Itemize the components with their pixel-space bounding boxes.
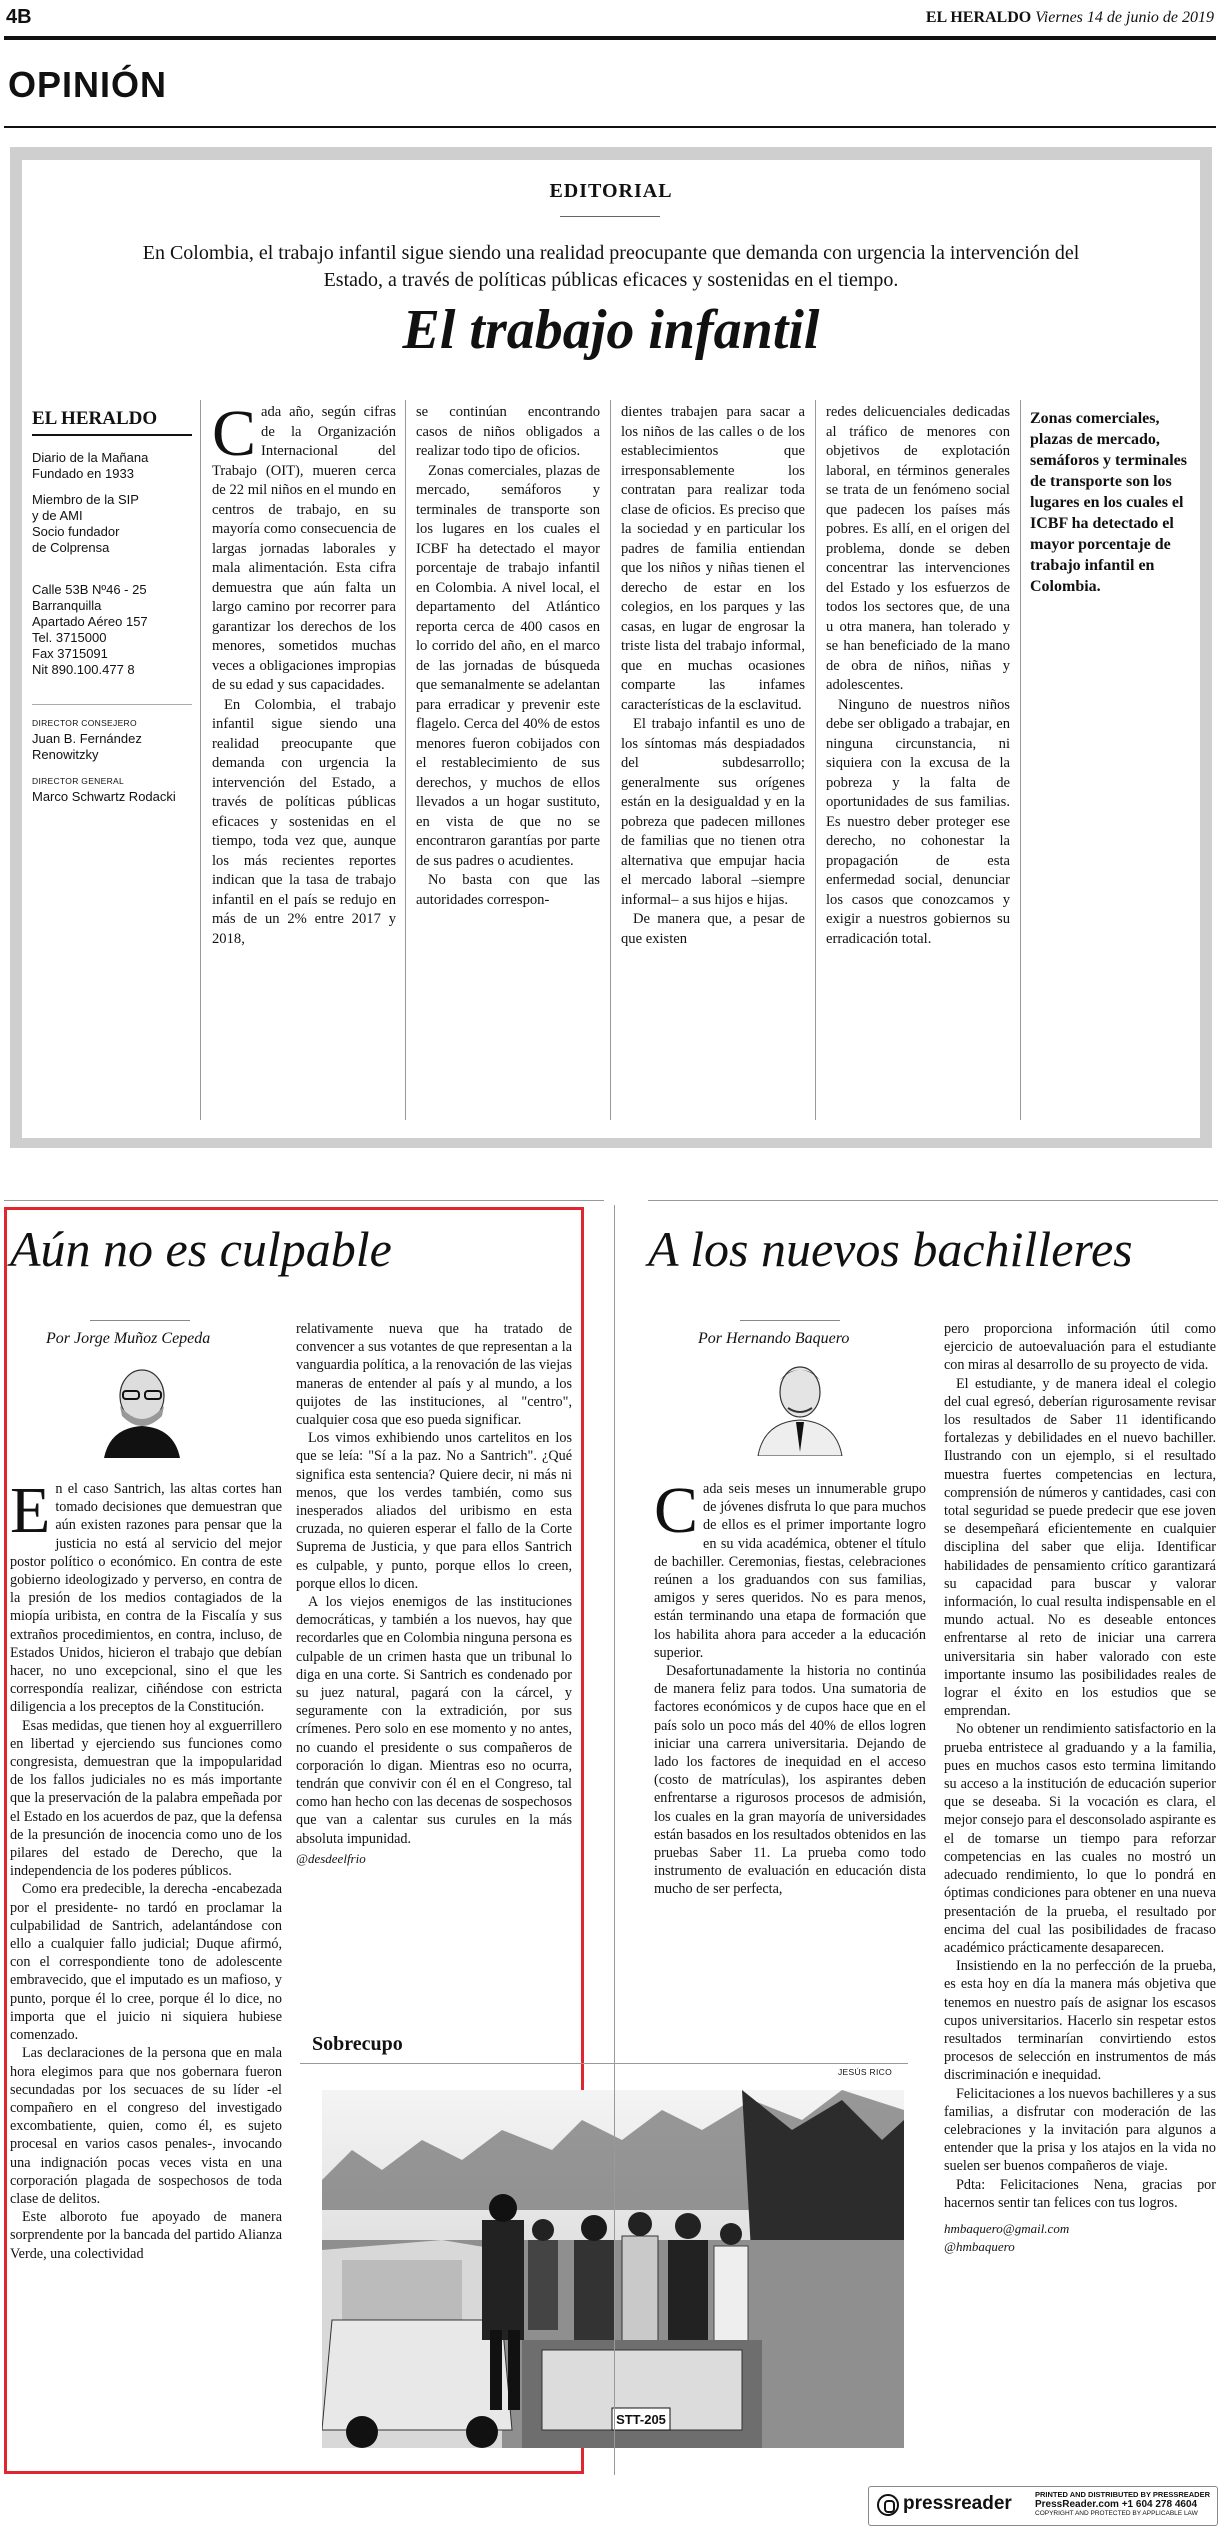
pressreader-logo-icon [877, 2494, 899, 2516]
column-divider [815, 400, 816, 1120]
byline-rule [740, 1320, 840, 1321]
paragraph: Ninguno de nuestros niños debe ser obligado a trabajar, en ninguna circunstancia, ni siquiera con la excusa de la pobreza y la falta de oportunidades de sus familias. Es nuestro deber proteger ese derecho, no cohonestar la propagación de esta enfermedad social, denunciar los casos que conozcamos y exigir a nuestros gobiernos su erradicación total. [826, 696, 1010, 947]
author-portrait [752, 1356, 848, 1456]
paragraph: redes delicuenciales dedicadas al tráfico de menores con objetivos de explotación laboral, en términos generales se trata de un fenómeno social que padecen los países más pobres. Es allí, en el origen del problema, donde se deben concentrar las intervenciones del Estado y los esfuerzos de todos los sectores que, de una u otra manera, han tolerado y se han beneficiado de la mano de obra de niños, niñas y adolescentes. [826, 404, 1010, 693]
paragraph: Las declaraciones de la persona que en mala hora elegimos para que nos gobernara fueron secundadas por los secuaces de su líder -el compañero en el congreso del investigado excombatiente, quien, como él, es sujeto procesal en varios casos penales-, invocando una indignación pocas veces vista en una corporación plagada de sospechosos de toda clase de delitos. [10, 2045, 282, 2207]
license-plate: STT-205 [616, 2412, 666, 2427]
left-article-title: Aún no es culpable [10, 1221, 392, 1277]
paragraph: Esas medidas, que tienen hoy al exguerrillero en libertad y ejerciendo sus funciones como congresista, demuestran que la impopularidad de los fallos judiciales no es más importante que la preservación de la palabra empeñada por el Estado en los acuerdos de paz, que la defensa de la presunción de inocencia como uno de los pilares del estado de Derecho, que la independencia de los poderes públicos. [10, 1717, 282, 1880]
paragraph: Desafortunadamente la historia no continúa de manera feliz para todos. Una sumatoria de factores económicos y de cupos hace que en el país solo un poco más del 40% de ellos logren iniciar una carrera universitaria. Dejando de lado los factores de inequidad en el acceso (costo de matrículas), los aspirantes deben enfrentarse a rigurosos procesos de admisión, los cuales en la gran mayoría de universidades están basados en los resultados obtenidos en las pruebas Saber 11. La prueba como todo instrumento de evaluación en educación dista mucho de ser perfecta, [654, 1663, 926, 1898]
paragraph: relativamente nueva que ha tratado de convencer a sus votantes de que representan a la vanguardia política, a la renovación de las viejas maneras de entender al país y al mundo, a los quijotes de las instituciones, al "centro", cualquier cosa que eso pueda significar. [296, 1321, 572, 1429]
editorial-kicker: EDITORIAL [549, 180, 673, 202]
address-line: Calle 53B Nº46 - 25 [32, 582, 147, 597]
right-article-title: A los nuevos bachilleres [648, 1221, 1133, 1277]
masthead-name: EL HERALDO [32, 408, 192, 436]
address-line: Nit 890.100.477 8 [32, 662, 135, 677]
paragraph: Pdta: Felicitaciones Nena, gracias por hacernos sentir tan felices con tus logros. [944, 2176, 1216, 2211]
column-divider [610, 400, 611, 1120]
right-byline: Por Hernando Baquero [698, 1330, 850, 1347]
address-line: Tel. 3715000 [32, 630, 107, 645]
editorial-column-2 [416, 403, 600, 910]
masthead-line: de Colprensa [32, 540, 110, 555]
paragraph: De manera que, a pesar de que existen [621, 911, 805, 947]
address-line: Barranquilla [32, 598, 102, 613]
paragraph: Felicitaciones a los nuevos bachilleres y a sus familias, a disfrutar con moderación de las celebraciones y la invitación para algunos a entender que la prisa y los atajos en la vida no suelen ser buenos compañeros de viaje. [944, 2085, 1216, 2175]
address-line: Apartado Aéreo 157 [32, 614, 148, 629]
paragraph: Los vimos exhibiendo unos cartelitos en los que se leía: "Sí a la paz. No a Santrich". ¿Qué significa esta sentencia? Quiere decir, ni más ni menos, que los verdes también, como sus inesperados aliados del uribismo en esta cruzada, no quieren esperar el fallo de la Corte Suprema de Justicia, y que para ellos Santrich es culpable, y punto, porque ellos lo creen, porque ellos lo dicen. [296, 1430, 572, 1592]
masthead-person: Juan B. Fernández Renowitzky [32, 731, 142, 762]
paragraph: El estudiante, y de manera ideal el colegio del cual egresó, deberían rigurosamente revisar los resultados de Saber 11 identificando fortalezas y debilidades en el nuevo bachiller. Ilustrando con un ejemplo, si el resultado muestra fuertes competencias en lectura, comprensión de números y cantidades, casi con total seguridad se puede predecir que ese joven se desempeñará eficientemente en cualquier disciplina del saber que elija. Identificar habilidades de pensamiento crítico garantizará su capacidad para buscar y valorar información, lo cual resulta indispensable en el mundo actual. No es deseable entonces enfrentarse al reto de iniciar una carrera universitaria sin haber valorado con este importante insumo las posibilidades reales de lograr el éxito en los estudios que se emprendan. [944, 1375, 1216, 1720]
paragraph: Zonas comerciales, plazas de mercado, semáforos y terminales de transporte son los lugares en los cuales el ICBF ha detectado el mayor porcentaje de trabajo infantil en Colombia. A nivel local, el departamento del Atlántico reporta cerca de 400 casos en lo corrido del año, en el marco de las jornadas de búsqueda que semanalmente se adelantan para erradicar y prevenir este flagelo. Cerca del 40% de estos menores fueron cobijados con el restablecimiento de sus derechos, y muchos de ellos llevados a un hogar sustituto, en vista de que no se encontraron garantías por parte de sus padres o acudientes. [416, 462, 600, 869]
top-rule [648, 1200, 1218, 1201]
pressreader-badge[interactable] [868, 2486, 1218, 2526]
byline-rule [90, 1320, 190, 1321]
kicker-rule [560, 216, 660, 217]
masthead-line: Fundado en 1933 [32, 466, 134, 481]
header-meta [926, 9, 1214, 27]
paragraph: ada seis meses un innumerable grupo de jóvenes disfruta lo que para muchos de ellos es el primer importante logro en su vida académica, obtener el título de bachiller. Ceremonias, fiestas, celebraciones reúnen a los graduandos con sus familias, amigos y seres queridos. No es para menos, están terminando una etapa de formación que los habilita ahora para acceder a la educación superior. [654, 1481, 926, 1661]
column-divider [614, 1205, 615, 2475]
right-column-1 [654, 1474, 926, 1899]
editorial-title: El trabajo infantil [402, 299, 820, 361]
paper-name: EL HERALDO [925, 9, 1032, 26]
masthead-role: DIRECTOR CONSEJERO [32, 718, 137, 728]
masthead-line: Socio fundador [32, 524, 120, 539]
masthead-line: Diario de la Mañana [32, 450, 149, 465]
left-column-2 [296, 1320, 572, 1868]
dropcap: C [212, 397, 257, 470]
right-column-2 [944, 1320, 1216, 2256]
section-rule [4, 126, 1216, 128]
masthead-line: y de AMI [32, 508, 83, 523]
paragraph: se continúan encontrando casos de niños obligados a realizar todo tipo de oficios. [416, 404, 600, 459]
left-byline: Por Jorge Muñoz Cepeda [46, 1330, 211, 1347]
editorial-column-3 [621, 403, 805, 949]
masthead-role: DIRECTOR GENERAL [32, 776, 125, 786]
author-twitter[interactable]: @desdeelfrio [296, 1850, 366, 1866]
footer-line: COPYRIGHT AND PROTECTED BY APPLICABLE LAW [1035, 2510, 1198, 2517]
dropcap: C [654, 1474, 699, 1547]
masthead [32, 408, 192, 805]
author-portrait [92, 1358, 192, 1458]
masthead-person: Marco Schwartz Rodacki [32, 789, 176, 804]
paragraph: A los viejos enemigos de las instituciones democráticas, y también a los nuevos, hay que recordarles que en Colombia ninguna persona es culpable de un crimen hasta que un tribunal lo diga en una corte. Si Santrich es condenado por su juez natural, pagará con la cárcel, y seguramente con la extradición, por sus crímenes. Pero solo en ese momento y no antes, no cuando el presidente o sus compañeros de corporación lo digan. Mientras eso no ocurra, tendrán que convivir con él en el Congreso, tal como han hecho con las decenas de sospechosos que van a calentar sus curules en la más absoluta impunidad. [296, 1594, 572, 1847]
address-line: Fax 3715091 [32, 646, 108, 661]
paragraph: dientes trabajen para sacar a los niños de las calles o de los establecimientos que irresponsablemente los contratan para realizar toda clase de oficios. Es preciso que la sociedad y en particular los padres de familia entiendan que los niños y niñas tienen el derecho de estar en los colegios, en los parques y las casas, en lugar de engrosar la triste lista del trabajo informal, que en muchas ocasiones comparte las infames características de la esclavitud. [621, 404, 805, 713]
news-photo [322, 2090, 904, 2448]
section-title: OPINIÓN [8, 64, 168, 105]
author-email[interactable]: hmbaquero@gmail.com [944, 2220, 1070, 2236]
pullquote: Zonas comerciales, plazas de mercado, semáforos y terminales de transporte son los lugares en los cuales el ICBF ha detectado el mayor porcentaje de trabajo infantil en Colombia. [1030, 410, 1187, 595]
photo-title: Sobrecupo [312, 2033, 403, 2055]
photo-rule [300, 2063, 908, 2064]
paragraph: pero proporciona información útil como ejercicio de autoevaluación para el estudiante con miras al desarrollo de su proyecto de vida. [944, 1321, 1216, 1374]
paragraph: No basta con que las autoridades correspon- [416, 872, 600, 908]
paragraph: No obtener un rendimiento satisfactorio en la prueba entristece al graduando y a la familia, pues en muchos casos esto termina limitando su acceso a la institución de educación superior que se deseaba. Si la vocación es clara, el mejor consejo para el desconsolado aspirante es el de tomarse un tiempo para reforzar competencias en las cuales no mostró un adecuado rendimiento, lo que lo pondrá en óptimas condiciones para obtener en una nueva presentación de la prueba, el resultado por encima del cual las posibilidades de fracaso académico prácticamente desaparecen. [944, 1721, 1216, 1956]
dropcap: E [10, 1474, 51, 1547]
photo-credit: JESÚS RICO [838, 2067, 893, 2077]
paragraph: ada año, según cifras de la Organización Internacional del Trabajo (OIT), mueren cerca de 22 mil niños en el mundo en centros de trabajo, en su mayoría como consecuencia de largas jornadas laborales y mala alimentación. Esta cifra demuestra que aún falta un largo camino por recorrer para garantizar los derechos de los menores, sometidos muchas veces a obligaciones impropias de su edad y sus capacidades. [212, 404, 396, 693]
footer-line: PressReader.com +1 604 278 4604 [1035, 2499, 1198, 2510]
paragraph: Este alboroto fue apoyado de manera sorprendente por la bancada del partido Alianza Verde, una colectividad [10, 2209, 282, 2262]
paragraph: Insistiendo en la no perfección de la prueba, es esta hoy en día la manera más objetiva que tenemos en nuestro país de asignar los escasos cupos universitarios. Hacerlo sin respetar estos resultados terminarían convirtiendo estos procesos de selección en instrumentos de más discriminación e inequidad. [944, 1958, 1216, 2084]
column-divider [1020, 400, 1021, 1120]
paragraph: n el caso Santrich, las altas cortes han tomado decisiones que demuestran que aún existen razones para pensar que la justicia no está al servicio del mejor postor político o económico. En contra de este gobierno ideologizado y perverso, en contra de la presión de los medios contagiados de la miopía uribista, en contra de la Fiscalía y sus extraños procedimientos, en contra, incluso, de Estados Unidos, hicieron el trabajo que debían hacer, no uno excepcional, sino el que les correspondía realizar, ciñéndose con estricta diligencia a los preceptos de la Constitución. [10, 1481, 282, 1716]
footer-line: PRINTED AND DISTRIBUTED BY PRESSREADER [1035, 2490, 1211, 2499]
paragraph: En Colombia, el trabajo infantil sigue siendo una realidad preocupante que demanda con urgencia la intervención del Estado, a través de políticas públicas eficaces y sostenidas en el tiempo, toda vez que, aunque los más recientes reportes indican que la tasa de trabajo infantil en el país se redujo en más de un 2% entre 2017 y 2018, [212, 696, 396, 947]
paragraph: Como era predecible, la derecha -encabezada por el presidente- no tardó en proclamar la culpabilidad de Santrich, adelantándose con ello a cualquier fallo judicial; Duque afirmó, con el correspondiente tono de adolescente embravecido, que el imputado es un mafioso, y punto, porque él lo cree, porque él lo dice, no importa que el juicio ni siquiera hubiese comenzado. [10, 1881, 282, 2044]
editorial-column-1 [212, 397, 396, 949]
paragraph: El trabajo infantil es uno de los síntomas más despiadados del subdesarrollo; generalmente sus orígenes están en la desigualdad y en la pobreza que padecen millones de familias que no tienen otra alternativa que empujar hacia el mercado laboral –siempre informal– a sus hijos e hijas. [621, 716, 805, 908]
top-rule [4, 1200, 604, 1201]
issue-date: Viernes 14 de junio de 2019 [1035, 9, 1214, 26]
editorial-column-4 [826, 403, 1010, 949]
page-number: 4B [6, 6, 32, 28]
column-divider [200, 400, 201, 1120]
masthead-line: Miembro de la SIP [32, 492, 139, 507]
header-rule [4, 36, 1216, 40]
column-divider [405, 400, 406, 1120]
left-column-1 [10, 1474, 282, 2263]
editorial-deck: En Colombia, el trabajo infantil sigue siendo una realidad preocupante que demanda con urgencia la intervención del Estado, a través de políticas públicas eficaces y sostenidas en el tiempo. [142, 242, 1080, 291]
author-twitter[interactable]: @hmbaquero [944, 2239, 1015, 2255]
pressreader-brand: pressreader [903, 2493, 1012, 2514]
